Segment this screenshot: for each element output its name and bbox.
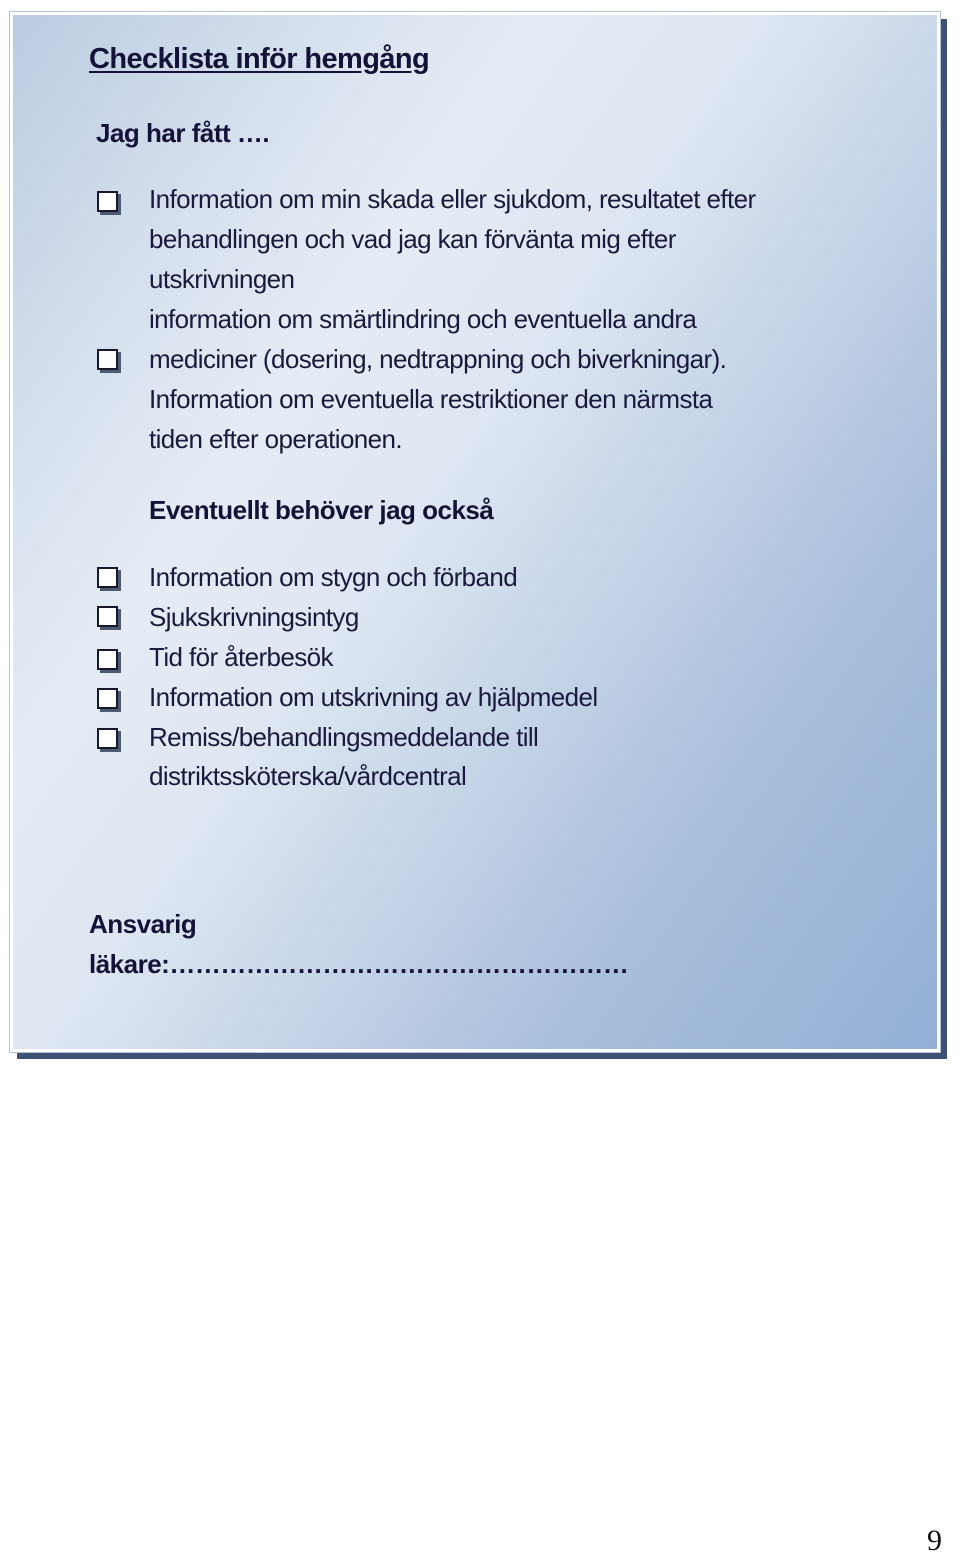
checkbox-item-follow-up[interactable] bbox=[97, 649, 118, 670]
checklist-line: information om smärtlindring och eventuella andra bbox=[149, 304, 697, 334]
checklist-line: utskrivningen bbox=[149, 264, 295, 294]
checkbox-item-aids[interactable] bbox=[97, 688, 118, 709]
checklist-line: Tid för återbesök bbox=[149, 642, 333, 672]
checklist-line: mediciner (dosering, nedtrappning och biverkningar). bbox=[149, 344, 727, 374]
checklist-line: Information om stygn och förband bbox=[149, 562, 518, 592]
responsible-label: Ansvarig bbox=[89, 909, 197, 939]
section-heading-also-needed: Eventuellt behöver jag också bbox=[149, 495, 494, 525]
checkbox-item-sick-note[interactable] bbox=[97, 606, 118, 627]
doctor-signature-line: läkare:……………………………………………… bbox=[89, 949, 629, 979]
checklist-line: Information om utskrivning av hjälpmedel bbox=[149, 682, 598, 712]
checklist-line: Remiss/behandlingsmeddelande till bbox=[149, 722, 539, 752]
checklist-line: behandlingen och vad jag kan förvänta mig efter bbox=[149, 224, 676, 254]
checkbox-item-information-injury[interactable] bbox=[97, 191, 118, 212]
checkbox-item-stitches[interactable] bbox=[97, 567, 118, 588]
page-title: Checklista inför hemgång bbox=[89, 43, 430, 75]
checklist-line: Sjukskrivningsintyg bbox=[149, 602, 359, 632]
checklist-line: tiden efter operationen. bbox=[149, 424, 403, 454]
checklist-line: Information om eventuella restriktioner den närmsta bbox=[149, 384, 713, 414]
checklist-line: distriktssköterska/vårdcentral bbox=[149, 761, 467, 791]
checkbox-item-pain-relief[interactable] bbox=[97, 349, 118, 370]
checkbox-item-referral[interactable] bbox=[97, 728, 118, 749]
checklist-line: Information om min skada eller sjukdom, resultatet efter bbox=[149, 184, 756, 214]
section-heading-received: Jag har fått …. bbox=[96, 118, 270, 148]
checklist-panel bbox=[10, 12, 940, 1052]
page-number: 9 bbox=[927, 1524, 942, 1557]
